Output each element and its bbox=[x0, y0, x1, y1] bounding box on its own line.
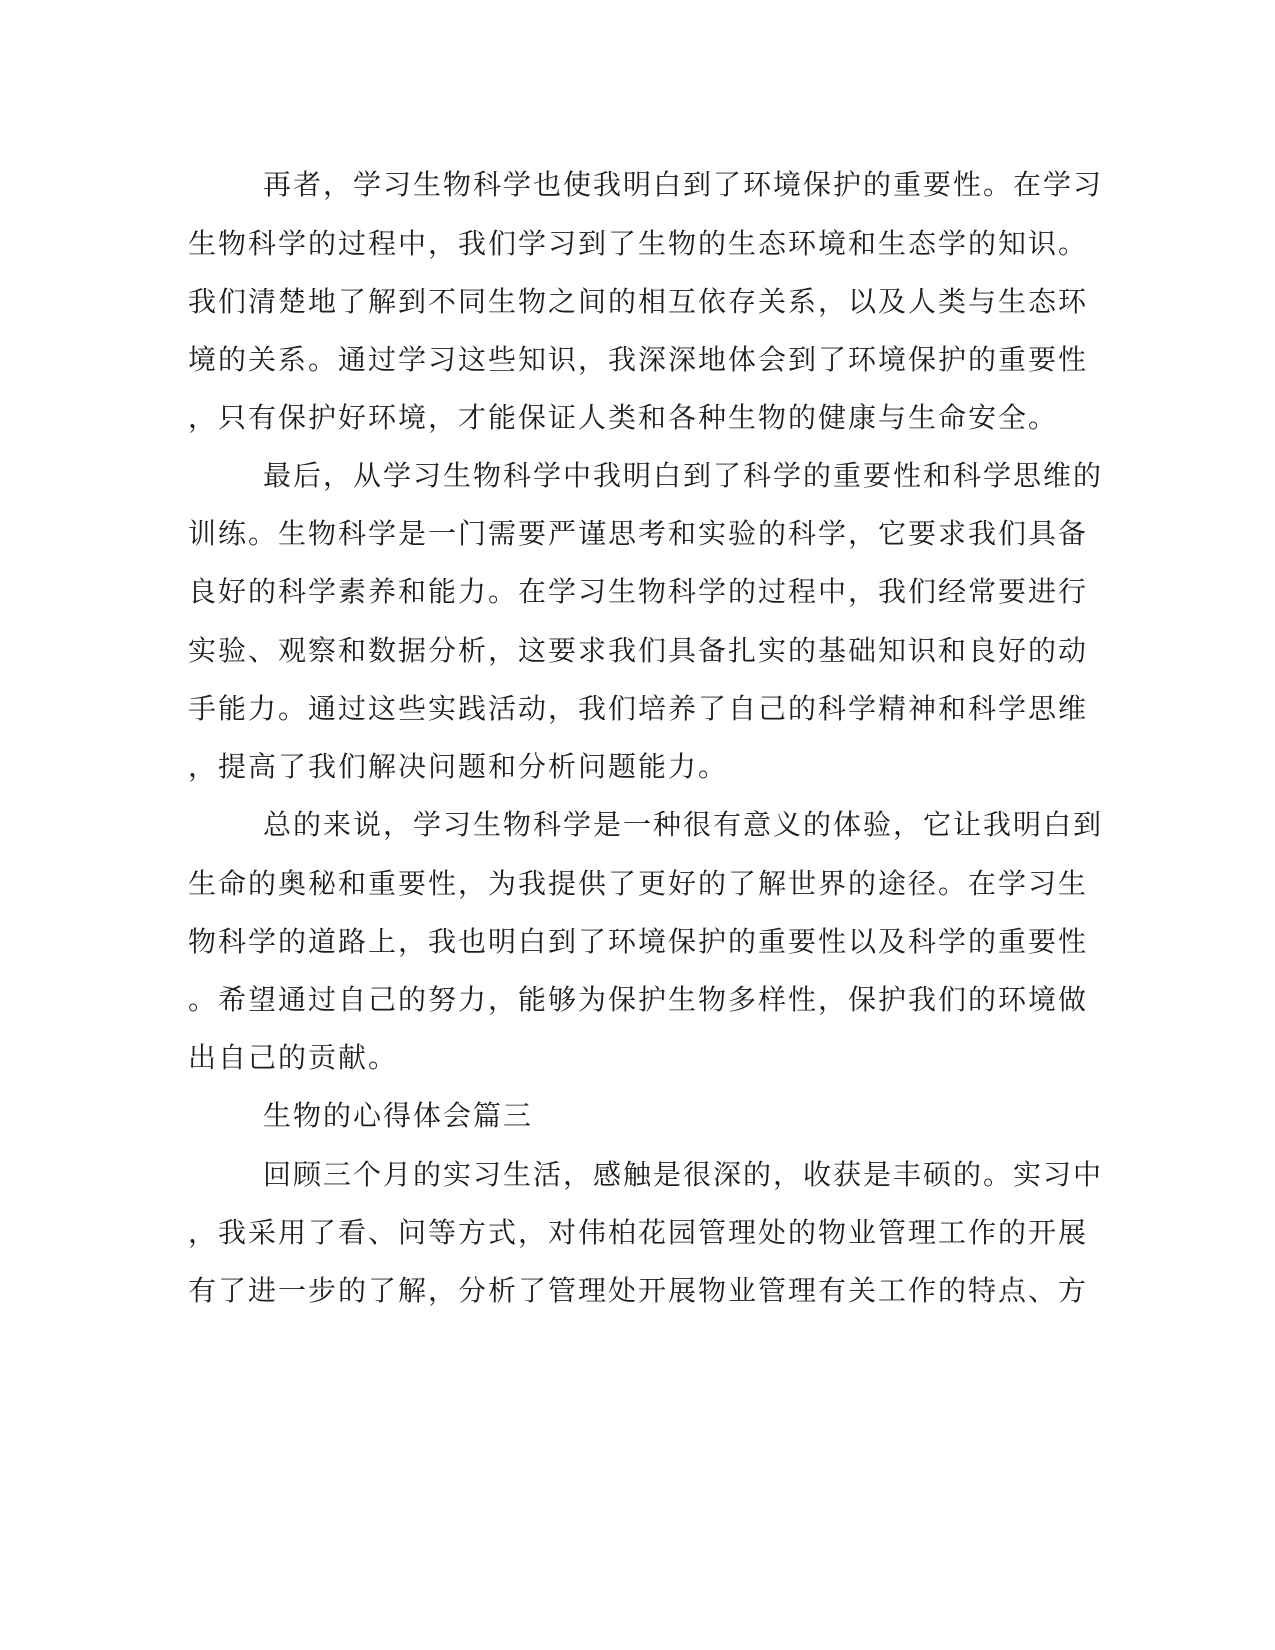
paragraph-line: 总的来说，学习生物科学是一种很有意义的体验，它让我明白到 bbox=[263, 808, 1104, 841]
paragraph-line: 有了进一步的了解，分析了管理处开展物业管理有关工作的特点、方 bbox=[188, 1274, 1089, 1307]
paragraph-line: ，我采用了看、问等方式，对伟柏花园管理处的物业管理工作的开展 bbox=[188, 1216, 1089, 1249]
paragraph-line: 。希望通过自己的努力，能够为保护生物多样性，保护我们的环境做 bbox=[188, 983, 1089, 1016]
paragraph-line: 实验、观察和数据分析，这要求我们具备扎实的基础知识和良好的动 bbox=[188, 634, 1089, 667]
paragraph-line: 生物科学的过程中，我们学习到了生物的生态环境和生态学的知识。 bbox=[188, 227, 1089, 260]
paragraph-line: 生命的奥秘和重要性，为我提供了更好的了解世界的途径。在学习生 bbox=[188, 867, 1089, 900]
paragraph-line: 手能力。通过这些实践活动，我们培养了自己的科学精神和科学思维 bbox=[188, 692, 1089, 725]
paragraph-line: 最后，从学习生物科学中我明白到了科学的重要性和科学思维的 bbox=[263, 459, 1104, 492]
paragraph-line: 物科学的道路上，我也明白到了环境保护的重要性以及科学的重要性 bbox=[188, 925, 1089, 958]
paragraph-line: 我们清楚地了解到不同生物之间的相互依存关系，以及人类与生态环 bbox=[188, 285, 1089, 318]
paragraph-line: 训练。生物科学是一门需要严谨思考和实验的科学，它要求我们具备 bbox=[188, 517, 1089, 550]
paragraph-line: 出自己的贡献。 bbox=[188, 1041, 399, 1074]
paragraph-line: 境的关系。通过学习这些知识，我深深地体会到了环境保护的重要性 bbox=[188, 343, 1089, 376]
section-heading: 生物的心得体会篇三 bbox=[263, 1099, 534, 1132]
paragraph-line: ，提高了我们解决问题和分析问题能力。 bbox=[188, 750, 729, 783]
paragraph-line: 回顾三个月的实习生活，感触是很深的，收获是丰硕的。实习中 bbox=[263, 1158, 1104, 1191]
paragraph-line: ，只有保护好环境，才能保证人类和各种生物的健康与生命安全。 bbox=[188, 401, 1059, 434]
paragraph-line: 良好的科学素养和能力。在学习生物科学的过程中，我们经常要进行 bbox=[188, 575, 1089, 608]
paragraph-line: 再者，学习生物科学也使我明白到了环境保护的重要性。在学习 bbox=[263, 168, 1104, 201]
